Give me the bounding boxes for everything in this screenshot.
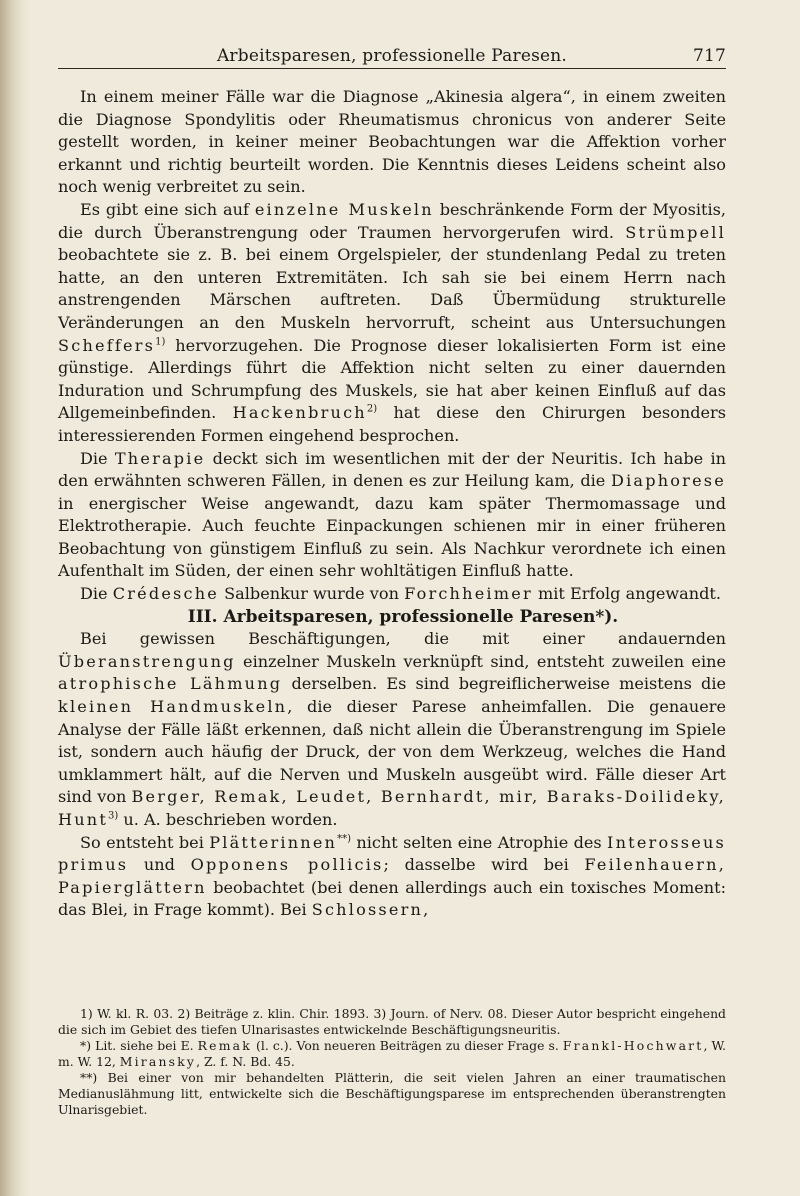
footnote-ref: 2)	[366, 403, 378, 415]
book-binding-shadow	[0, 0, 30, 1196]
author-name: Hackenbruch	[232, 403, 367, 423]
author-name: Forchheimer	[404, 584, 533, 604]
emphasis-text: Plätterinnen	[209, 832, 338, 852]
emphasis-text: Diaphorese	[610, 471, 726, 491]
emphasis-text: Crédesche	[112, 584, 220, 604]
footnote-ref: **)	[337, 833, 352, 845]
paragraph-myositis: Es gibt eine sich auf einzelne Muskeln beschränkende Form der Myositis, die durch Überanstrengung oder Traumen hervorgerufen wird. Strümpell beobachtete sie z. B. bei einem Orgelspieler, der stundenlang Pedal zu treten hatte, an den unteren Extremitäten. Ich sah sie bei einem Herrn nach anstrengenden Märschen auftreten. Daß Übermüdung strukturelle Veränderungen an den Muskeln hervorruft, scheint aus Untersuchungen Scheffers$^{1)}$ hervorzugehen. Die Prognose dieser lokalisierten Form ist eine günstige. Allerdings führt die Affektion nicht selten zu einer dauernden Induration und Schrumpfung des Muskels, sie hat aber keinen Einfluß auf das Allgemeinbefinden. Hackenbruch$^{2)}$ hat diese den Chirurgen besonders interessierenden Formen eingehend besprochen.	[58, 199, 726, 445]
paragraph-therapy: Die Therapie deckt sich im wesentlichen mit der der Neuritis. Ich habe in den erwähnten schweren Fällen, in denen es zur Heilung kam, die Diaphorese in energischer Weise angewandt, dazu kam später Thermomassage und Elektrotherapie. Auch feuchte Einpackungen schienen mir in einer früheren Beobachtung von günstigem Einfluß zu sein. Als Nachkur verordnete ich einen Aufenthalt im Süden, der einen sehr wohltätigen Einfluß hatte.	[58, 448, 726, 581]
emphasis-text: einzelne Muskeln	[254, 199, 434, 219]
paragraph-salbenkur: Die Crédesche Salbenkur wurde von Forchheimer mit Erfolg angewandt.	[80, 584, 722, 604]
emphasis-text: Schlossern	[311, 900, 424, 920]
footnote-case: **) Bei einer von mir behandelten Plätterin, die seit vielen Jahren an einer traumatischen Medianuslähmung litt, entwickelte sich die Beschäftigungsparese im entsprechenden überanstrengten Ulnarisgebiet.	[58, 1070, 726, 1117]
emphasis-text: kleinen Handmuskeln	[58, 697, 288, 717]
footnotes	[58, 1006, 726, 1118]
author-list: Berger, Remak, Leudet, Bernhardt, mir, Baraks-Doilideky, Hunt	[58, 787, 726, 829]
emphasis-text: Überanstrengung	[58, 651, 236, 671]
author-name: Strümpell	[625, 222, 726, 242]
author-name: Remak	[197, 1038, 252, 1053]
emphasis-text: atrophische Lähmung	[58, 674, 283, 694]
main-text	[58, 86, 726, 922]
author-name: Frankl-Hochwart	[562, 1038, 704, 1053]
paragraph-arbeitsparesen: Bei gewissen Beschäftigungen, die mit einer andauernden Überanstrengung einzelner Muskeln verknüpft sind, entsteht zuweilen eine atrophische Lähmung derselben. Es sind begreiflicherweise meistens die kleinen Handmuskeln, die dieser Parese anheimfallen. Die genauere Analyse der Fälle läßt erkennen, daß nicht allein die Überanstrengung im Spiele ist, sondern auch häufig der Druck, der von dem Werkzeug, welches die Hand umklammert hält, auf die Nerven und Muskeln ausgeübt wird. Fälle dieser Art sind von Berger, Remak, Leudet, Bernhardt, mir, Baraks-Doilideky, Hunt$^{3)}$ u. A. beschrieben worden.	[58, 629, 727, 829]
footnote-references: 1) W. kl. R. 03. 2) Beiträge z. klin. Chir. 1893. 3) Journ. of Nerv. 08. Dieser Autor bespricht eingehend die sich im Gebiet des tiefen Ulnarisastes entwickelnde Beschäftigungsneuritis.	[58, 1006, 726, 1037]
emphasis-text: Therapie	[114, 448, 206, 468]
footnote-ref: 1)	[155, 336, 166, 348]
paragraph-diagnosis: In einem meiner Fälle war die Diagnose „Akinesia algera“, in einem zweiten die Diagnose Spondylitis oder Rheumatismus chronicus von anderer Seite gestellt worden, in keiner meiner Beobachtungen war die Affektion vorher erkannt und richtig beurteilt worden. Die Kenntnis dieses Leidens scheint also noch wenig verbreitet zu sein.	[58, 87, 726, 197]
running-title: Arbeitsparesen, professionelle Paresen.	[216, 46, 568, 66]
emphasis-text: Opponens pollicis	[190, 855, 384, 875]
emphasis-text: Interosseus primus	[58, 832, 727, 875]
emphasis-text: Feilenhauern, Papierglättern	[58, 855, 727, 897]
author-name: Miransky	[119, 1054, 197, 1069]
book-page	[58, 0, 726, 1196]
section-heading: III. Arbeitsparesen, professionelle Paresen*).	[187, 606, 619, 627]
page-number: 717	[692, 46, 726, 66]
footnote-ref: 3)	[108, 810, 119, 822]
footnote-literature: *) Lit. siehe bei E. Remak (l. c.). Von neueren Beiträgen zu dieser Frage s. Frankl-Hochwart, W. m. W. 12, Miransky, Z. f. N. Bd. 45.	[58, 1038, 726, 1069]
author-name: Scheffers	[58, 335, 156, 355]
running-header	[58, 46, 726, 69]
paragraph-plaetterinnen: So entsteht bei Plätterinnen**) nicht selten eine Atrophie des Interosseus primus und Opponens pollicis; dasselbe wird bei Feilenhauern, Papierglättern beobachtet (bei denen allerdings auch ein toxisches Moment: das Blei, in Frage kommt). Bei Schlossern,	[58, 832, 727, 920]
